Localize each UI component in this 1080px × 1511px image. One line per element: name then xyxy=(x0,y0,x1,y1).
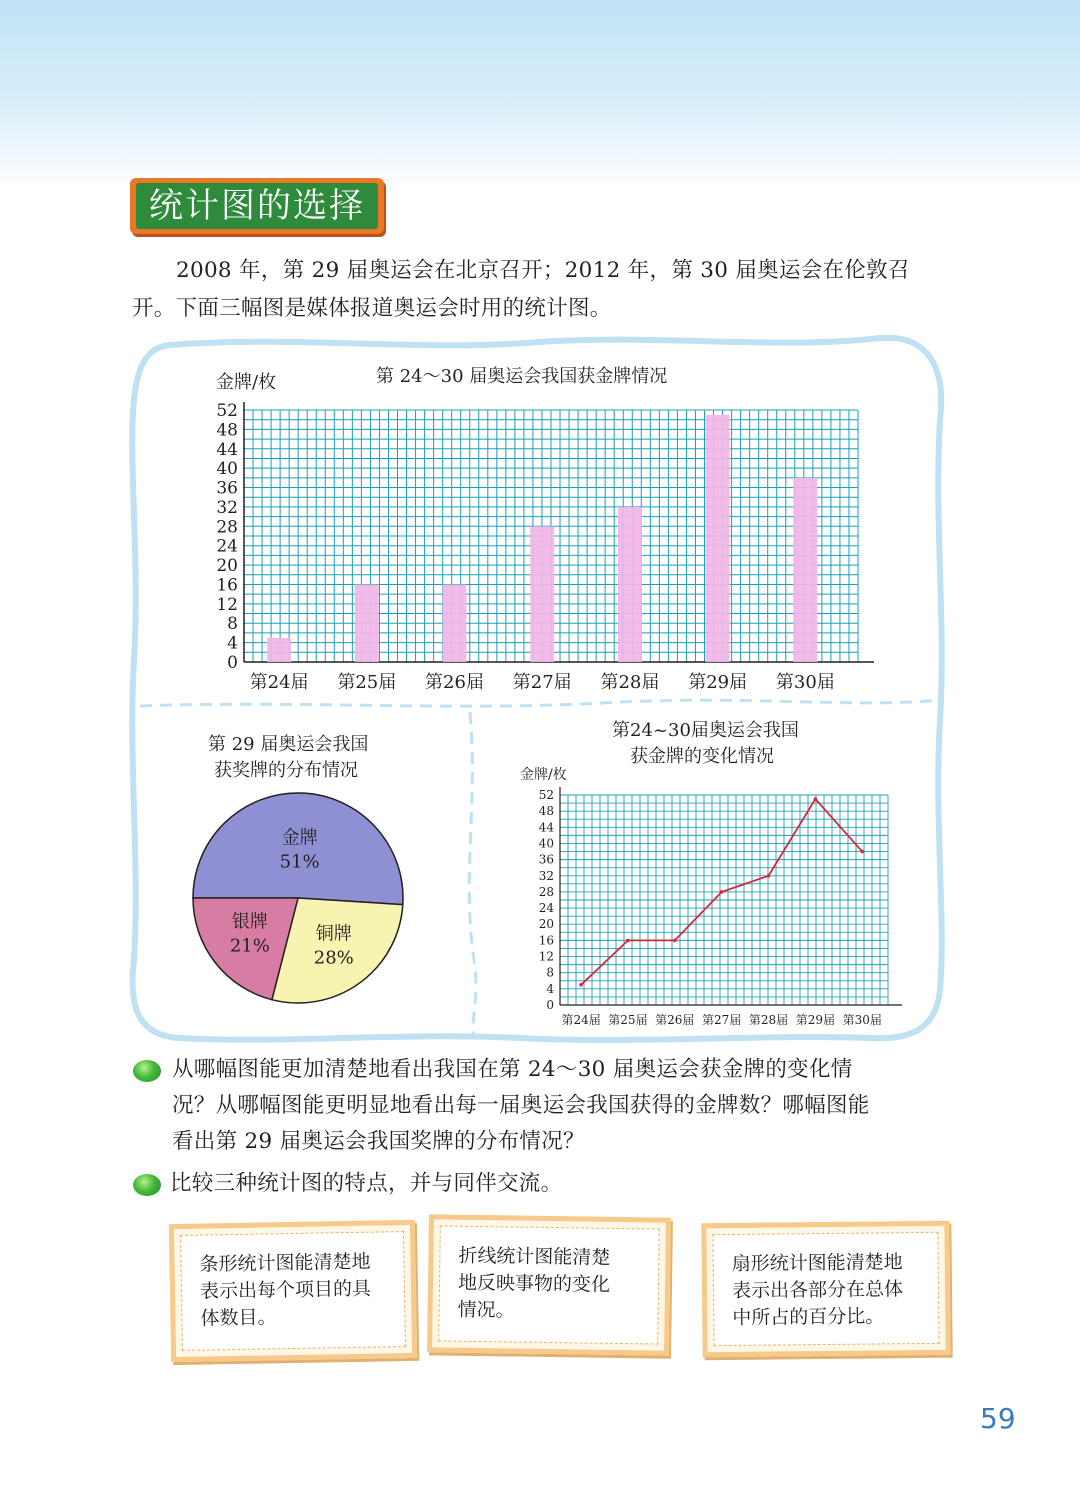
y-tick-label: 4 xyxy=(227,633,238,654)
intro-line-2: 开。下面三幅图是媒体报道奥运会时用的统计图。 xyxy=(132,296,612,321)
y-tick-label: 52 xyxy=(216,401,238,421)
x-tick-label: 第30届 xyxy=(842,1013,882,1027)
question-2: 比较三种统计图的特点，并与同伴交流。 xyxy=(170,1171,563,1196)
y-tick-label: 16 xyxy=(538,933,554,948)
question-1 xyxy=(172,1052,962,1160)
data-point xyxy=(579,983,583,987)
pie-chart-title-1: 第 29 届奥运会我国 xyxy=(208,734,369,755)
y-tick-label: 8 xyxy=(227,614,238,635)
data-point xyxy=(860,850,864,854)
y-tick-label: 16 xyxy=(216,575,238,596)
y-tick-label: 44 xyxy=(538,820,554,835)
question-1-line-3: 看出第 29 届奥运会我国奖牌的分布情况？ xyxy=(172,1129,585,1154)
data-point xyxy=(720,890,724,894)
line-chart-note xyxy=(427,1214,671,1355)
data-point xyxy=(673,939,677,943)
y-tick-label: 12 xyxy=(216,594,238,615)
bar-chart-title: 第 24～30 届奥运会我国获金牌情况 xyxy=(376,366,668,387)
data-point xyxy=(767,874,771,878)
green-bullet-icon xyxy=(133,1174,161,1196)
y-tick-label: 8 xyxy=(546,965,554,980)
pie-slice-value: 21% xyxy=(229,935,270,957)
y-tick-label: 28 xyxy=(538,884,554,899)
question-1-line-2: 况？从哪幅图能更明显地看出每一届奥运会我国获得的金牌数？哪幅图能 xyxy=(172,1093,870,1118)
pie-slice-value: 51% xyxy=(279,851,320,873)
x-tick-label: 第28届 xyxy=(748,1013,789,1027)
pie-slice-value: 28% xyxy=(313,947,354,969)
y-tick-label: 24 xyxy=(538,901,554,916)
y-tick-label: 52 xyxy=(538,788,554,802)
x-tick-label: 第27届 xyxy=(512,672,572,693)
bar-note-line-2: 表示出每个项目的具 xyxy=(199,1277,372,1303)
pie-note-line-2: 表示出各部分在总体 xyxy=(731,1278,904,1302)
pie-slice-label: 铜牌 xyxy=(315,923,352,945)
y-tick-label: 48 xyxy=(538,804,554,819)
page-number: 59 xyxy=(980,1402,1016,1435)
pie-slice-label: 银牌 xyxy=(231,911,268,933)
y-tick-label: 48 xyxy=(216,420,238,441)
bar-note-line-3: 体数目。 xyxy=(200,1306,277,1330)
question-1-line-1: 从哪幅图能更加清楚地看出我国在第 24～30 届奥运会获金牌的变化情 xyxy=(172,1057,853,1082)
pie-chart-title-2: 获奖牌的分布情况 xyxy=(214,760,358,781)
x-tick-label: 第24届 xyxy=(249,672,309,693)
line-chart-title-2: 获金牌的变化情况 xyxy=(630,746,774,767)
x-tick-label: 第25届 xyxy=(608,1013,648,1027)
y-tick-label: 32 xyxy=(216,497,238,518)
y-tick-label: 0 xyxy=(227,653,238,673)
green-bullet-icon xyxy=(133,1060,161,1082)
pie-note-line-1: 扇形统计图能清楚地 xyxy=(731,1251,903,1275)
x-tick-label: 第25届 xyxy=(337,672,397,693)
y-tick-label: 40 xyxy=(216,459,238,480)
x-tick-label: 第26届 xyxy=(655,1013,695,1027)
x-tick-label: 第24届 xyxy=(561,1013,601,1027)
y-tick-label: 4 xyxy=(546,981,554,996)
pie-note-line-3: 中所占的百分比。 xyxy=(732,1305,885,1329)
x-tick-label: 第29届 xyxy=(795,1013,836,1027)
data-point xyxy=(814,797,818,801)
y-tick-label: 0 xyxy=(546,998,554,1012)
y-tick-label: 28 xyxy=(216,517,238,538)
data-point xyxy=(626,939,630,943)
section-title: 统计图的选择 xyxy=(136,183,378,229)
y-tick-label: 36 xyxy=(538,852,554,867)
line-chart-ylabel: 金牌/枚 xyxy=(520,767,567,783)
line-note-line-3: 情况。 xyxy=(457,1298,515,1322)
y-tick-label: 20 xyxy=(216,556,238,577)
intro-line-1: 2008 年，第 29 届奥运会在北京召开；2012 年，第 30 届奥运会在伦敦召 xyxy=(176,258,910,283)
x-tick-label: 第29届 xyxy=(688,672,748,693)
x-tick-label: 第28届 xyxy=(600,672,660,693)
x-tick-label: 第30届 xyxy=(775,672,835,693)
y-tick-label: 44 xyxy=(216,439,238,460)
pie-slice-label: 金牌 xyxy=(281,827,318,849)
y-tick-label: 32 xyxy=(538,868,554,883)
pie-chart-note xyxy=(701,1221,950,1358)
line-chart-title-1: 第24~30届奥运会我国 xyxy=(612,720,799,741)
bar-chart-note xyxy=(169,1220,417,1362)
y-tick-label: 20 xyxy=(538,917,554,932)
line-note-line-1: 折线统计图能清楚 xyxy=(458,1244,611,1269)
y-tick-label: 12 xyxy=(538,949,554,964)
bar-note-line-1: 条形统计图能清楚地 xyxy=(199,1250,371,1276)
y-tick-label: 24 xyxy=(216,536,238,557)
y-tick-label: 40 xyxy=(538,836,554,851)
y-tick-label: 36 xyxy=(216,478,238,499)
bar-chart-ylabel: 金牌/枚 xyxy=(216,372,277,393)
x-tick-label: 第26届 xyxy=(425,672,484,693)
line-note-line-2: 地反映事物的变化 xyxy=(457,1271,611,1296)
x-tick-label: 第27届 xyxy=(702,1013,742,1027)
